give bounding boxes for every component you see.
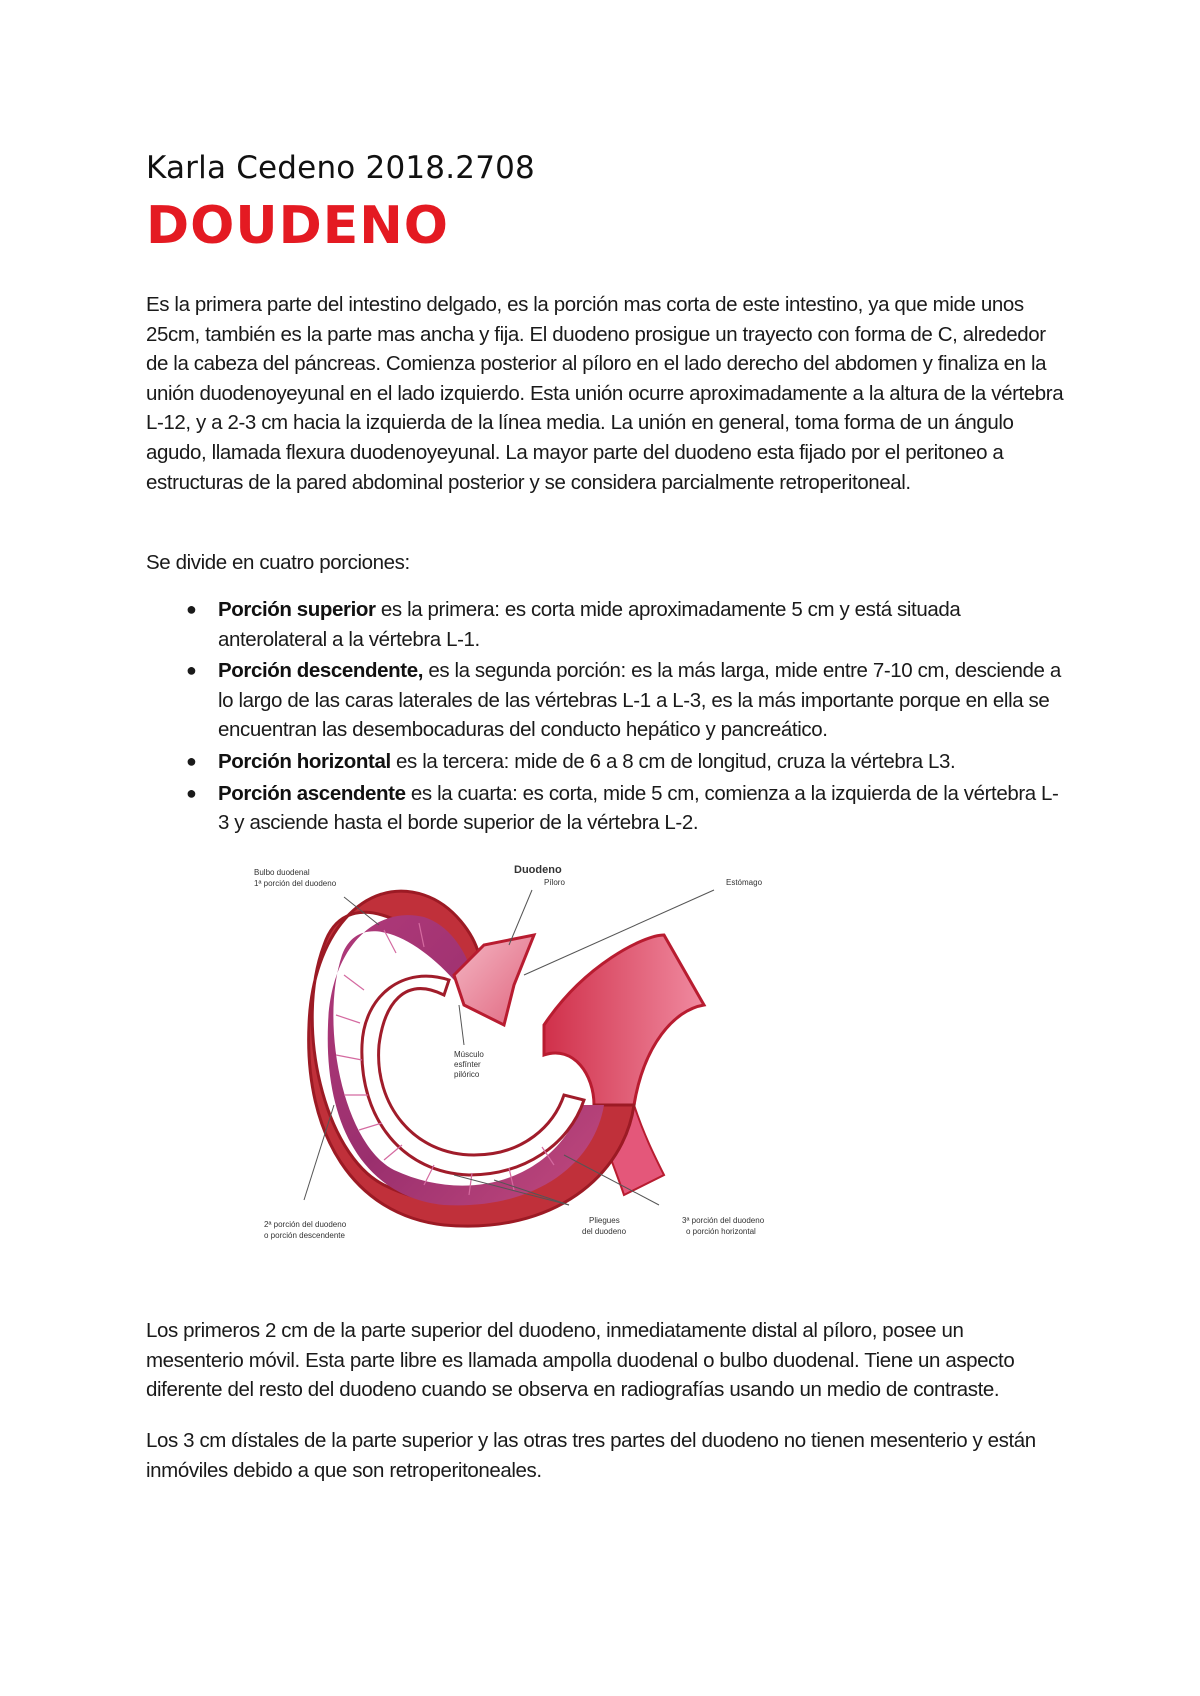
figure-title: Duodeno	[514, 864, 562, 876]
bullet-icon: ●	[186, 660, 197, 681]
portion-text: es la cuarta: es corta, mide 5 cm, comienza a la izquierda de la vértebra L-3 y asciende hasta el borde superior de la vértebra L-2.	[218, 781, 1059, 835]
list-item	[146, 656, 1066, 745]
bullet-icon: ●	[186, 599, 197, 619]
portion-name: Porción superior	[218, 598, 376, 621]
duodenum-diagram	[254, 855, 844, 1275]
portion-name: Porción descendente,	[218, 659, 424, 683]
list-item	[146, 747, 1066, 777]
label-estomago: Estómago	[726, 878, 763, 887]
bullet-icon: ●	[186, 750, 197, 771]
label-segunda-1: 2ª porción del duodeno	[264, 1220, 347, 1229]
label-pliegues-1: Pliegues	[589, 1216, 620, 1225]
label-piloro: Píloro	[544, 878, 565, 887]
label-musculo-3: pilórico	[454, 1070, 480, 1079]
portion-name: Porción ascendente	[218, 781, 406, 805]
duodenum-illustration	[254, 855, 844, 1275]
list-item	[146, 779, 1066, 838]
portion-name: Porción horizontal	[218, 749, 391, 773]
portions-list	[146, 595, 1066, 840]
label-bulbo: Bulbo duodenal	[254, 868, 310, 877]
portion-text: es la tercera: mide de 6 a 8 cm de longitud, cruza la vértebra L3.	[390, 749, 956, 773]
intro-paragraph: Es la primera parte del intestino delgado, es la porción mas corta de este intestino, ya que mide unos 25cm, también es la parte mas ancha y fija. El duodeno prosigue un trayecto con forma de C, alrededor de la cabeza del páncreas. Comienza posterior al píloro en el lado derecho del abdomen y finaliza en la unión duodenoyeyunal en el lado izquierdo. Esta unión ocurre aproximadamente a la altura de la vértebra L-12, y a 2-3 cm hacia la izquierda de la línea media. La unión en general, toma forma de un ángulo agudo, llamada flexura duodenoyeyunal. La mayor parte del duodeno esta fijado por el peritoneo a estructuras de la pared abdominal posterior y se considera parcialmente retroperitoneal.	[146, 293, 1064, 494]
portion-text: es la segunda porción: es la más larga, mide entre 7-10 cm, desciende a lo largo de las caras laterales de las vértebras L-1 a L-3, es la más importante porque en ella se encuentran las desembocaduras del conducto hepático y pancreático.	[218, 659, 1061, 742]
list-item	[146, 595, 1066, 654]
bulb-paragraph: Los primeros 2 cm de la parte superior del duodeno, inmediatamente distal al píloro, posee un mesenterio móvil. Esta parte libre es llamada ampolla duodenal o bulbo duodenal. Tiene un aspecto diferente del resto del duodeno cuando se observa en radiografías usando un medio de contraste.	[146, 1319, 1015, 1402]
label-segunda-2: o porción descendente	[264, 1231, 345, 1240]
author-line: Karla Cedeno 2018.2708	[146, 150, 535, 186]
label-musculo-1: Músculo	[454, 1050, 484, 1059]
horizontal-ascending-tube	[544, 935, 704, 1105]
portion-text: es la primera: es corta mide aproximadamente 5 cm y está situada anterolateral a la vértebra L-1.	[218, 598, 961, 651]
retroperitoneal-paragraph: Los 3 cm dístales de la parte superior y las otras tres partes del duodeno no tienen mesenterio y están inmóviles debido a que son retroperitoneales.	[146, 1429, 1036, 1482]
label-bulbo-2: 1ª porción del duodeno	[254, 879, 337, 888]
label-tercera-2: o porción horizontal	[686, 1227, 756, 1236]
label-musculo-2: esfínter	[454, 1060, 481, 1069]
label-pliegues-2: del duodeno	[582, 1227, 627, 1236]
divide-intro-paragraph: Se divide en cuatro porciones:	[146, 551, 410, 574]
label-tercera-1: 3ª porción del duodeno	[682, 1216, 765, 1225]
document-title: DOUDENO	[146, 196, 450, 256]
bullet-icon: ●	[186, 782, 197, 803]
